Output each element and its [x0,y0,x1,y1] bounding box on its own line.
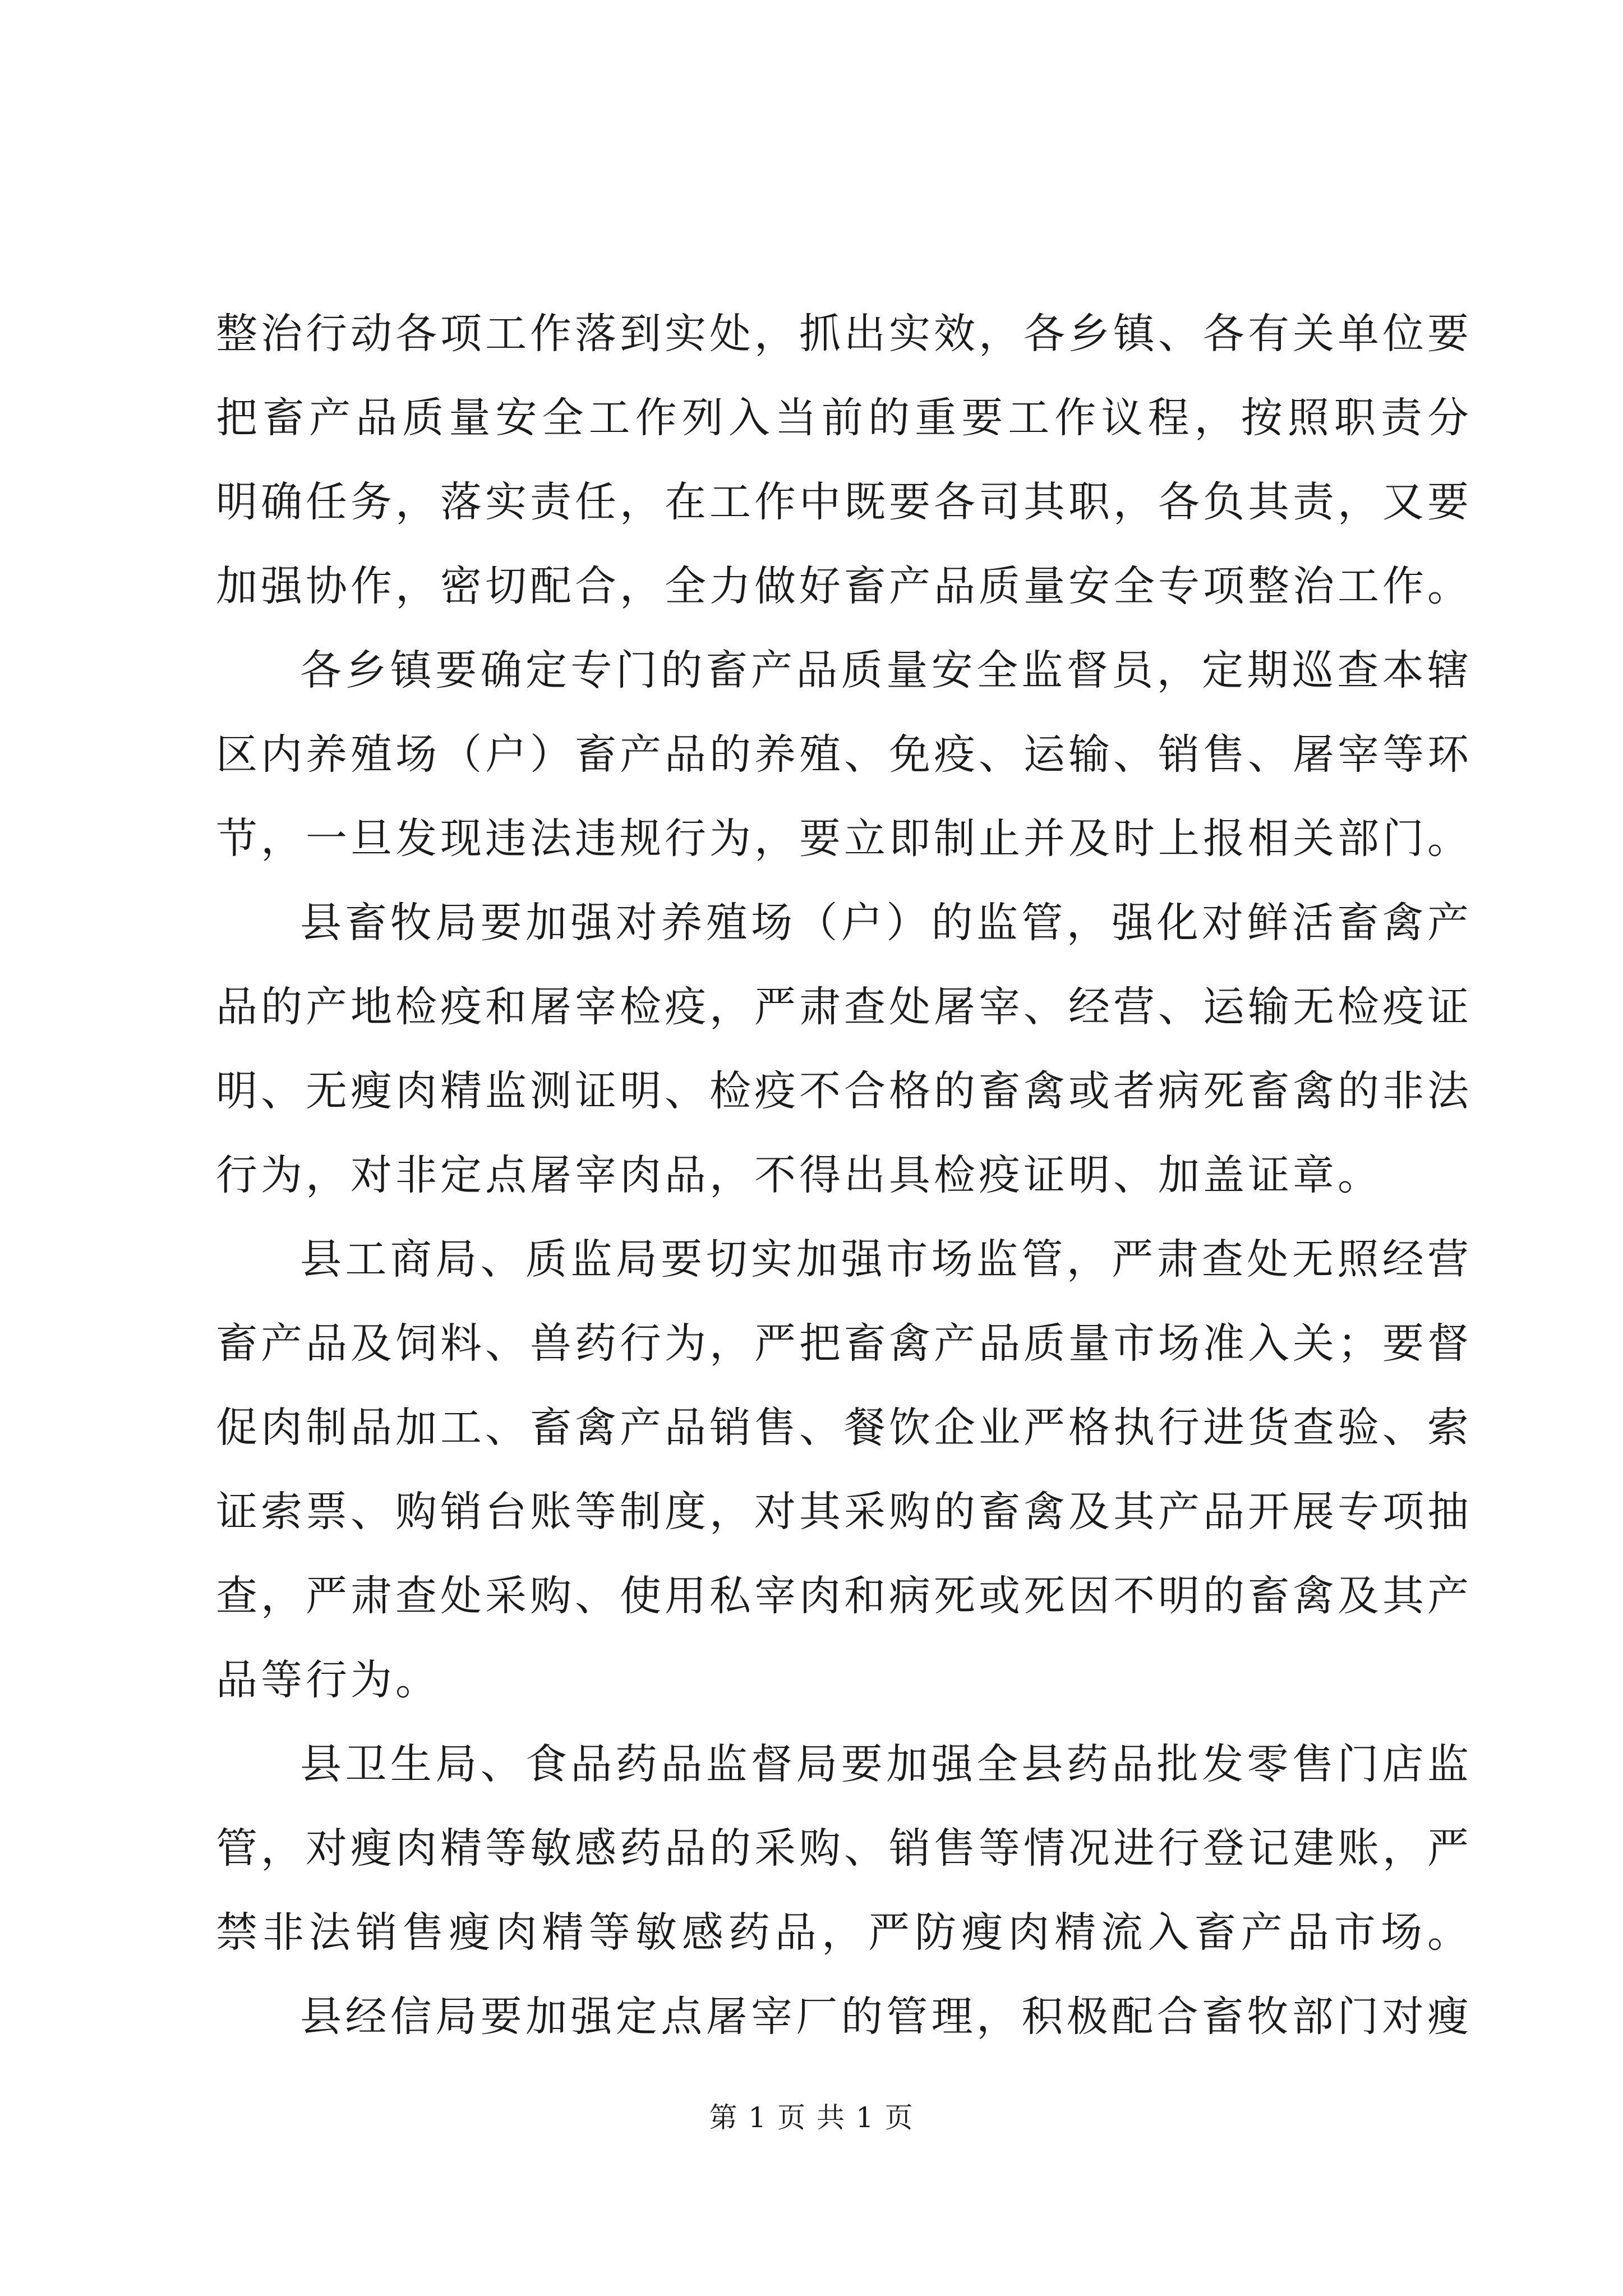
paragraph-line: 品等行为。 [216,1656,440,1704]
paragraph-line: 整治行动各项工作落到实处，抓出实效，各乡镇、各有关单位要 [216,310,1472,358]
paragraph-line: 证索票、购销台账等制度，对其采购的畜禽及其产品开展专项抽 [216,1488,1472,1536]
paragraph-line: 加强协作，密切配合，全力做好畜产品质量安全专项整治工作。 [216,562,1472,610]
paragraph-line: 行为，对非定点屠宰肉品，不得出具检疫证明、加盖证章。 [216,1151,1382,1199]
paragraph-line: 县经信局要加强定点屠宰厂的管理，积极配合畜牧部门对瘦 [300,1993,1472,2041]
paragraph-line: 明确任务，落实责任，在工作中既要各司其职，各负其责，又要 [216,478,1472,526]
paragraph-line: 县卫生局、食品药品监督局要加强全县药品批发零售门店监 [300,1740,1472,1788]
paragraph-line: 畜产品及饲料、兽药行为，严把畜禽产品质量市场准入关；要督 [216,1319,1472,1368]
paragraph-line: 明、无瘦肉精监测证明、检疫不合格的畜禽或者病死畜禽的非法 [216,1067,1472,1115]
paragraph-line: 禁非法销售瘦肉精等敏感药品，严防瘦肉精流入畜产品市场。 [216,1908,1472,1957]
page-footer: 第 1 页 共 1 页 [709,2101,914,2134]
paragraph-line: 节，一旦发现违法违规行为，要立即制止并及时上报相关部门。 [216,815,1472,863]
paragraph-line: 县畜牧局要加强对养殖场（户）的监管，强化对鲜活畜禽产 [300,899,1472,947]
paragraph-line: 各乡镇要确定专门的畜产品质量安全监督员，定期巡查本辖 [300,646,1472,694]
paragraph-line: 查，严肃查处采购、使用私宰肉和病死或死因不明的畜禽及其产 [216,1572,1472,1620]
paragraph-line: 管，对瘦肉精等敏感药品的采购、销售等情况进行登记建账，严 [216,1824,1472,1872]
paragraph-line: 区内养殖场（户）畜产品的养殖、免疫、运输、销售、屠宰等环 [216,730,1472,779]
paragraph-line: 县工商局、质监局要切实加强市场监管，严肃查处无照经营 [300,1235,1472,1283]
paragraph-line: 品的产地检疫和屠宰检疫，严肃查处屠宰、经营、运输无检疫证 [216,983,1472,1031]
paragraph-line: 促肉制品加工、畜禽产品销售、餐饮企业严格执行进货查验、索 [216,1404,1472,1452]
paragraph-line: 把畜产品质量安全工作列入当前的重要工作议程，按照职责分 [216,394,1472,442]
